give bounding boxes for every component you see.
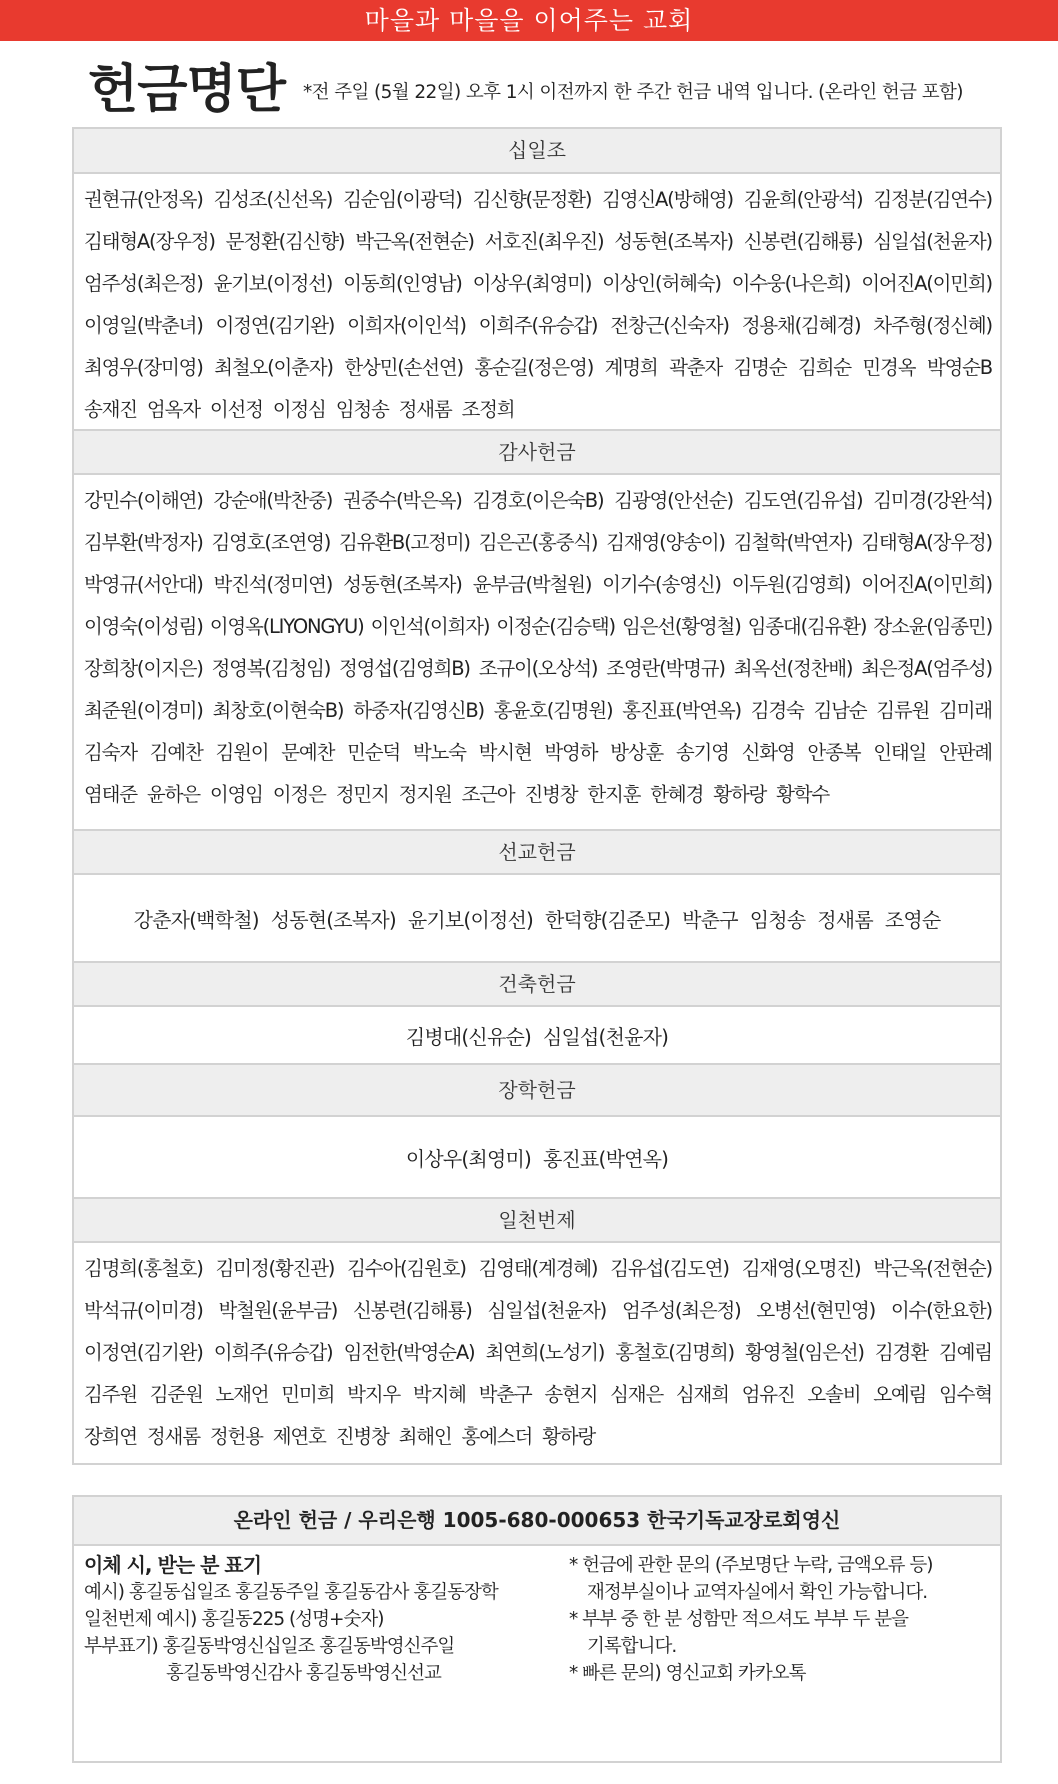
donor-name: 심일섭(천윤자): [487, 1299, 607, 1322]
name-row: [84, 648, 992, 690]
donor-name: 성동현(조복자): [343, 573, 462, 596]
donor-name: 김성조(신선옥): [213, 188, 333, 211]
donor-name: 김태형A(장우정): [861, 531, 992, 554]
donor-name: 진병창: [335, 1425, 389, 1448]
donor-name: 최연희(노성기): [485, 1341, 605, 1364]
donor-name: 김유섭(김도연): [610, 1257, 729, 1280]
inquiry-note: 재정부실이나 교역자실에서 확인 가능합니다.: [587, 1582, 928, 1603]
name-row: [84, 347, 992, 389]
donor-name: 김병대(신유순): [405, 1024, 531, 1049]
donor-name: 이정연(김기완): [215, 314, 335, 337]
donor-name: 정새롬: [146, 1425, 200, 1448]
donor-name: 홍윤호(김명원): [493, 699, 613, 722]
donor-name: 오솔비: [807, 1383, 861, 1406]
donor-name: 박영순B: [926, 356, 992, 379]
donor-name: 하중자(김영신B): [353, 699, 484, 722]
donor-name: 최해인: [398, 1425, 452, 1448]
donor-name: 박근옥(전현순): [873, 1257, 992, 1280]
online-offering-box: [72, 1495, 1002, 1763]
donor-name: 홍철호(김명희): [615, 1341, 734, 1364]
donor-name: 김은곤(홍중식): [478, 531, 598, 554]
donor-name: 임청송: [749, 907, 806, 932]
donor-name: 송기영: [675, 741, 729, 764]
donor-name: 정지원: [398, 783, 452, 806]
donor-name: 오병선(현민영): [756, 1299, 876, 1322]
donor-name: 최영우(장미영): [84, 356, 203, 379]
donor-name: 김예림: [939, 1341, 992, 1364]
donor-name: 장희창(이지은): [84, 657, 203, 680]
donor-name: 안종복: [807, 741, 861, 764]
donor-name: 박근옥(전현순): [355, 230, 474, 253]
inquiry-note: * 빠른 문의) 영신교회 카카오톡: [569, 1663, 806, 1684]
donor-name: 방상훈: [610, 741, 664, 764]
donor-name: 김태형A(장우정): [84, 230, 215, 253]
donor-name: 이희자(이인석): [347, 314, 466, 337]
donor-name: 김경숙: [750, 699, 804, 722]
donor-name: 김정분(김연수): [873, 188, 992, 211]
donor-name: 이수웅(나은희): [731, 272, 851, 295]
donor-name: 정민지: [335, 783, 389, 806]
donor-name: 김경호(이은숙B): [472, 489, 604, 512]
name-row: [84, 774, 992, 816]
donor-name: 심일섭(천윤자): [873, 230, 992, 253]
donor-name: 이수(한요한): [890, 1299, 992, 1322]
donor-name: 박지혜: [412, 1383, 466, 1406]
donor-name: 김재영(오명진): [741, 1257, 861, 1280]
name-row: [84, 1416, 992, 1458]
name-row: [84, 221, 992, 263]
onethousand-names: [74, 1243, 1000, 1463]
donor-name: 김재영(양송이): [606, 531, 725, 554]
donor-name: 최창호(이현숙B): [212, 699, 344, 722]
name-row: [84, 305, 992, 347]
donor-name: 정헌용: [209, 1425, 263, 1448]
section-title-mission: 선교헌금: [74, 829, 1000, 875]
donor-name: 김철학(박연자): [733, 531, 853, 554]
donor-name: 곽춘자: [669, 356, 722, 379]
donor-name: 이영일(박춘녀): [84, 314, 203, 337]
donor-name: 박석규(이미경): [84, 1299, 203, 1322]
donor-name: 최철오(이춘자): [214, 356, 333, 379]
donor-name: 민미희: [281, 1383, 335, 1406]
donor-name: 임종대(김유환): [747, 615, 867, 638]
transfer-example: 예시) 홍길동십일조 홍길동주일 홍길동감사 홍길동장학: [84, 1582, 498, 1603]
transfer-instructions: [84, 1552, 554, 1687]
donor-name: 임수혁: [938, 1383, 992, 1406]
donor-name: 이동희(인영남): [343, 272, 462, 295]
donor-name: 진병창: [524, 783, 578, 806]
donor-name: 김영호(조연영): [211, 531, 331, 554]
donor-name: 김주원: [84, 1383, 137, 1406]
donor-name: 권현규(안정옥): [84, 188, 203, 211]
donor-name: 이정연(김기완): [84, 1341, 203, 1364]
donor-name: 박시현: [478, 741, 532, 764]
donor-name: 계명희: [604, 356, 658, 379]
donor-name: 김수아(김원호): [347, 1257, 466, 1280]
donor-name: 이두원(김영희): [731, 573, 851, 596]
donor-name: 이인석(이희자): [370, 615, 490, 638]
donor-name: 조영란(박명규): [606, 657, 725, 680]
donor-name: 박춘구: [682, 907, 738, 932]
name-row: [84, 564, 992, 606]
tithe-names: [74, 174, 1000, 429]
donor-name: 홍진표(박연옥): [622, 699, 741, 722]
donor-name: 정용채(김혜경): [741, 314, 861, 337]
donor-name: 최옥선(정찬배): [733, 657, 853, 680]
donor-name: 임전한(박영순A): [343, 1341, 475, 1364]
donor-name: 이상우(최영미): [472, 272, 592, 295]
name-row: [84, 732, 992, 774]
section-title-scholarship: 장학헌금: [74, 1063, 1000, 1117]
donor-name: 문예찬: [281, 741, 335, 764]
donor-name: 홍에스더: [461, 1425, 533, 1448]
transfer-example: 일천번제 예시) 홍길동225 (성명+숫자): [84, 1609, 384, 1630]
donor-name: 조정희: [461, 398, 515, 421]
donor-name: 신봉련(김해룡): [743, 230, 863, 253]
donor-name: 이영옥(LIYONGYU): [209, 615, 364, 638]
donor-name: 김미경(강완석): [873, 489, 992, 512]
name-row: [84, 263, 992, 305]
inquiry-note: * 부부 중 한 분 성함만 적으셔도 부부 두 분을: [569, 1609, 908, 1630]
donor-name: 윤기보(이정선): [407, 907, 534, 932]
donor-name: 심재희: [675, 1383, 729, 1406]
donor-name: 엄주성(최은정): [621, 1299, 741, 1322]
scholarship-names: [74, 1117, 1000, 1197]
donor-name: 강순애(박찬중): [213, 489, 333, 512]
donor-name: 박철원(윤부금): [218, 1299, 338, 1322]
donor-name: 한상민(손선연): [344, 356, 463, 379]
transfer-title: 이체 시, 받는 분 표기: [84, 1553, 262, 1577]
donor-name: 인태일: [873, 741, 927, 764]
donor-name: 전창근(신숙자): [610, 314, 729, 337]
inquiry-note: 기록합니다.: [587, 1636, 677, 1657]
page-title: 헌금명단: [88, 60, 285, 120]
donor-name: 윤하은: [146, 783, 200, 806]
donor-name: 장희연: [84, 1425, 137, 1448]
donor-name: 조근아: [461, 783, 515, 806]
donor-name: 신봉련(김해룡): [352, 1299, 472, 1322]
donor-name: 박진석(정미연): [213, 573, 333, 596]
donor-name: 엄옥자: [146, 398, 200, 421]
donor-name: 정영복(김청임): [211, 657, 331, 680]
building-names: [74, 1007, 1000, 1063]
donor-name: 황하랑: [713, 783, 767, 806]
donor-name: 김명순: [733, 356, 787, 379]
donor-name: 정영섭(김영희B): [339, 657, 470, 680]
section-title-onethousand: 일천번제: [74, 1197, 1000, 1243]
donor-name: 성동현(조복자): [270, 907, 396, 932]
donor-name: 정새롬: [398, 398, 452, 421]
offering-list: [72, 127, 1002, 1465]
donor-name: 제연호: [272, 1425, 326, 1448]
donor-name: 성동현(조복자): [614, 230, 733, 253]
donor-name: 이어진A(이민희): [861, 573, 992, 596]
donor-name: 박지우: [347, 1383, 400, 1406]
donor-name: 이상우(최영미): [405, 1146, 531, 1171]
transfer-example: 부부표기) 홍길동박영신십일조 홍길동박영신주일: [84, 1636, 455, 1657]
donor-name: 안판례: [938, 741, 992, 764]
donor-name: 심일섭(천윤자): [543, 1024, 669, 1049]
donor-name: 이정심: [272, 398, 326, 421]
inquiry-note: * 헌금에 관한 문의 (주보명단 누락, 금액오류 등): [569, 1555, 933, 1576]
name-row: [84, 389, 992, 431]
donor-name: 장소윤(임종민): [873, 615, 992, 638]
donor-name: 김원이: [215, 741, 269, 764]
donor-name: 김도연(김유섭): [743, 489, 863, 512]
donor-name: 황영철(임은선): [745, 1341, 864, 1364]
donor-name: 민경옥: [862, 356, 916, 379]
donor-name: 김희순: [797, 356, 851, 379]
donor-name: 오예림: [873, 1383, 927, 1406]
donor-name: 강춘자(백학철): [133, 907, 259, 932]
donor-name: 임은선(황영철): [621, 615, 741, 638]
donor-name: 윤기보(이정선): [213, 272, 333, 295]
name-row: [84, 1332, 992, 1374]
church-slogan-banner: 마을과 마을을 이어주는 교회: [0, 0, 1058, 41]
donor-name: 김준원: [149, 1383, 203, 1406]
donor-name: 신화영: [741, 741, 795, 764]
name-row: [84, 179, 992, 221]
donor-name: 이영숙(이성림): [84, 615, 203, 638]
donor-name: 김류원: [876, 699, 930, 722]
name-row: [84, 480, 992, 522]
name-row: [84, 1374, 992, 1416]
name-row: [84, 1248, 992, 1290]
donor-name: 황하랑: [542, 1425, 596, 1448]
donor-name: 이영임: [209, 783, 263, 806]
donor-name: 민순덕: [347, 741, 400, 764]
donor-name: 김남순: [813, 699, 867, 722]
donor-name: 조규이(오상석): [478, 657, 598, 680]
donor-name: 박노숙: [412, 741, 466, 764]
section-title-thanks: 감사헌금: [74, 429, 1000, 475]
donor-name: 송현지: [544, 1383, 598, 1406]
bank-account-info: 온라인 헌금 / 우리은행 1005-680-000653 한국기독교장로회영신: [74, 1497, 1000, 1546]
donor-name: 김부환(박정자): [84, 531, 203, 554]
donor-name: 서호진(최우진): [484, 230, 604, 253]
donor-name: 송재진: [84, 398, 137, 421]
transfer-example: 홍길동박영신감사 홍길동박영신선교: [166, 1663, 441, 1684]
period-note: *전 주일 (5월 22일) 오후 1시 이전까지 한 주간 헌금 내역 입니다. (온라인 헌금 포함): [303, 82, 963, 103]
donor-name: 윤부금(박철원): [472, 573, 592, 596]
donor-name: 김숙자: [84, 741, 137, 764]
donor-name: 최은정A(엄주성): [861, 657, 992, 680]
donor-name: 이정순(김승택): [496, 615, 615, 638]
name-row: [84, 1290, 992, 1332]
donor-name: 김미래: [938, 699, 992, 722]
donor-name: 한혜경: [650, 783, 704, 806]
donor-name: 김윤희(안광석): [743, 188, 863, 211]
name-row: [84, 606, 992, 648]
donor-name: 김유환B(고정미): [339, 531, 470, 554]
donor-name: 강민수(이해연): [84, 489, 203, 512]
donor-name: 한덕향(김준모): [545, 907, 671, 932]
donor-name: 권중수(박은옥): [343, 489, 462, 512]
donor-name: 홍진표(박연옥): [543, 1146, 669, 1171]
donor-name: 정새롬: [817, 907, 873, 932]
mission-names: [74, 875, 1000, 961]
donor-name: 이어진A(이민희): [861, 272, 992, 295]
donor-name: 이기수(송영신): [602, 573, 721, 596]
donor-name: 조영순: [884, 907, 941, 932]
name-row: [84, 522, 992, 564]
donor-name: 엄유진: [741, 1383, 795, 1406]
donor-name: 심재은: [610, 1383, 664, 1406]
donor-name: 이선정: [209, 398, 263, 421]
donor-name: 최준원(이경미): [84, 699, 203, 722]
donor-name: 문정환(김신향): [225, 230, 345, 253]
donor-name: 이희주(유승갑): [213, 1341, 333, 1364]
donor-name: 염태준: [84, 783, 137, 806]
section-title-building: 건축헌금: [74, 961, 1000, 1007]
donor-name: 이상인(허혜숙): [602, 272, 721, 295]
donor-name: 김영신A(방해영): [602, 188, 733, 211]
donor-name: 김광영(안선순): [614, 489, 733, 512]
donor-name: 임청송: [335, 398, 389, 421]
section-title-tithe: 십일조: [74, 129, 1000, 174]
donor-name: 이희주(유승갑): [478, 314, 598, 337]
donor-name: 김순임(이광덕): [343, 188, 462, 211]
donor-name: 김경환: [874, 1341, 928, 1364]
donor-name: 홍순길(정은영): [474, 356, 594, 379]
donor-name: 박영하: [544, 741, 598, 764]
donor-name: 황학수: [776, 783, 830, 806]
donor-name: 김명희(홍철호): [84, 1257, 203, 1280]
donor-name: 엄주성(최은정): [84, 272, 203, 295]
inquiry-notes: [569, 1552, 989, 1687]
donor-name: 노재언: [215, 1383, 269, 1406]
thanks-names: [74, 475, 1000, 829]
donor-name: 이정은: [272, 783, 326, 806]
donor-name: 박영규(서안대): [84, 573, 203, 596]
donor-name: 김예찬: [149, 741, 203, 764]
donor-name: 차주형(정신혜): [873, 314, 992, 337]
donor-name: 박춘구: [478, 1383, 532, 1406]
donor-name: 김영태(계경혜): [478, 1257, 598, 1280]
donor-name: 김신향(문정환): [472, 188, 592, 211]
donor-name: 김미정(황진관): [215, 1257, 335, 1280]
name-row: [84, 690, 992, 732]
donor-name: 한지훈: [587, 783, 641, 806]
